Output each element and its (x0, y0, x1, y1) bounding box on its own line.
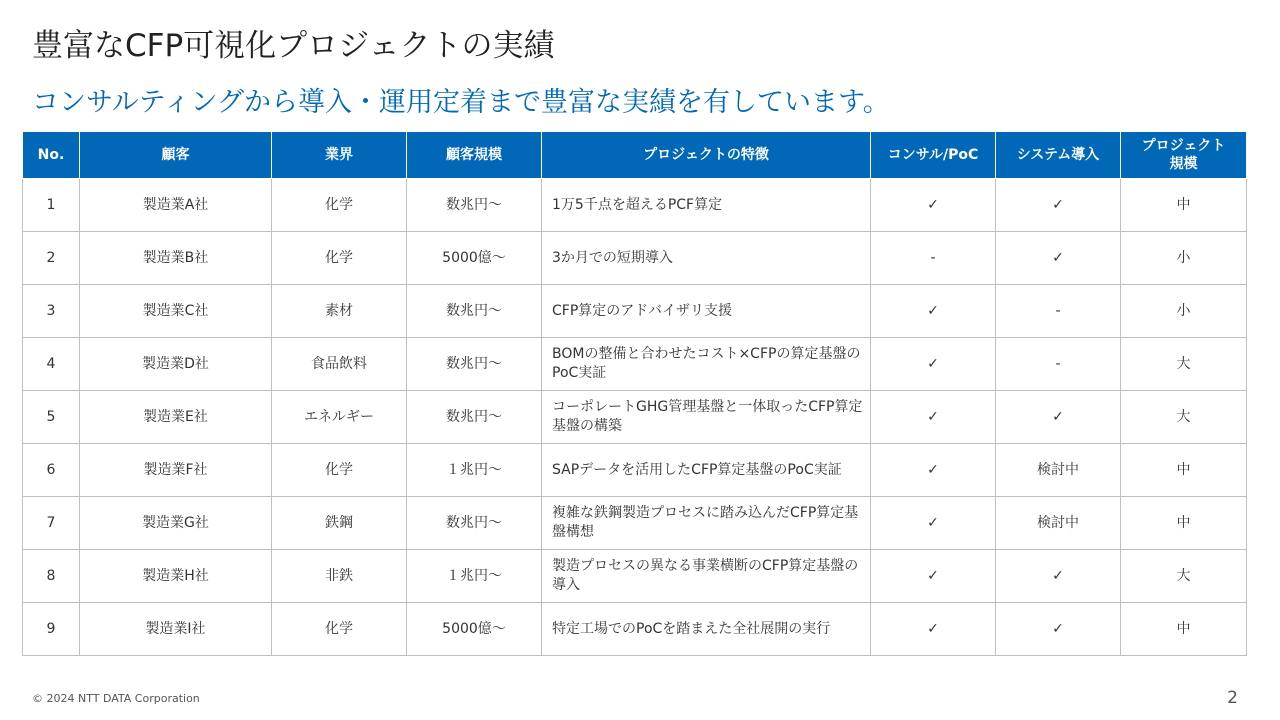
page-title: 豊富なCFP可視化プロジェクトの実績 (32, 28, 555, 64)
cell-no: 9 (23, 603, 80, 656)
cell-project-features: 1万5千点を超えるPCF算定 (542, 179, 871, 232)
cell-project-scale: 小 (1121, 232, 1247, 285)
table-row (23, 338, 1247, 391)
cell-customer-scale: 数兆円～ (407, 391, 542, 444)
cell-no: 3 (23, 285, 80, 338)
cell-customer-scale: １兆円～ (407, 444, 542, 497)
cell-industry: 化学 (272, 444, 407, 497)
header-system-implementation: システム導入 (996, 132, 1121, 179)
cell-consulting-poc: ✓ (871, 550, 996, 603)
cell-project-features: SAPデータを活用したCFP算定基盤のPoC実証 (542, 444, 871, 497)
cell-consulting-poc: ✓ (871, 497, 996, 550)
cell-project-features: CFP算定のアドバイザリ支援 (542, 285, 871, 338)
cell-customer: 製造業C社 (80, 285, 272, 338)
cell-no: 4 (23, 338, 80, 391)
cell-customer-scale: １兆円～ (407, 550, 542, 603)
cell-system-implementation: ✓ (996, 550, 1121, 603)
table-row (23, 497, 1247, 550)
cell-customer-scale: 5000億～ (407, 603, 542, 656)
header-industry: 業界 (272, 132, 407, 179)
cell-project-features: コーポレートGHG管理基盤と一体取ったCFP算定基盤の構築 (542, 391, 871, 444)
cell-customer: 製造業E社 (80, 391, 272, 444)
cell-customer-scale: 数兆円～ (407, 179, 542, 232)
cell-system-implementation: 検討中 (996, 444, 1121, 497)
cell-customer: 製造業H社 (80, 550, 272, 603)
table-row (23, 285, 1247, 338)
cell-project-scale: 大 (1121, 338, 1247, 391)
cell-consulting-poc: - (871, 232, 996, 285)
cell-project-scale: 大 (1121, 391, 1247, 444)
header-no: No. (23, 132, 80, 179)
cell-project-features: 複雑な鉄鋼製造プロセスに踏み込んだCFP算定基盤構想 (542, 497, 871, 550)
cell-customer-scale: 数兆円～ (407, 497, 542, 550)
cell-industry: 素材 (272, 285, 407, 338)
cell-customer: 製造業F社 (80, 444, 272, 497)
project-results-table (22, 131, 1247, 656)
cell-consulting-poc: ✓ (871, 444, 996, 497)
header-project-scale: プロジェクト 規模 (1121, 132, 1247, 179)
cell-industry: 化学 (272, 232, 407, 285)
cell-project-scale: 中 (1121, 179, 1247, 232)
cell-industry: 鉄鋼 (272, 497, 407, 550)
cell-system-implementation: ✓ (996, 603, 1121, 656)
cell-industry: 食品飲料 (272, 338, 407, 391)
header-customer: 顧客 (80, 132, 272, 179)
cell-system-implementation: ✓ (996, 391, 1121, 444)
copyright: © 2024 NTT DATA Corporation (32, 692, 200, 705)
cell-project-scale: 中 (1121, 497, 1247, 550)
cell-no: 7 (23, 497, 80, 550)
cell-industry: エネルギー (272, 391, 407, 444)
cell-system-implementation: - (996, 285, 1121, 338)
cell-project-scale: 中 (1121, 603, 1247, 656)
cell-project-features: 3か月での短期導入 (542, 232, 871, 285)
cell-consulting-poc: ✓ (871, 285, 996, 338)
cell-project-scale: 大 (1121, 550, 1247, 603)
cell-customer-scale: 5000億～ (407, 232, 542, 285)
cell-consulting-poc: ✓ (871, 603, 996, 656)
header-customer-scale: 顧客規模 (407, 132, 542, 179)
cell-consulting-poc: ✓ (871, 338, 996, 391)
header-project-features: プロジェクトの特徴 (542, 132, 871, 179)
table-row (23, 603, 1247, 656)
cell-consulting-poc: ✓ (871, 179, 996, 232)
cell-customer-scale: 数兆円～ (407, 285, 542, 338)
table-row (23, 444, 1247, 497)
table-header-row (23, 132, 1247, 179)
cell-customer: 製造業D社 (80, 338, 272, 391)
cell-consulting-poc: ✓ (871, 391, 996, 444)
table-row (23, 232, 1247, 285)
cell-project-features: 製造プロセスの異なる事業横断のCFP算定基盤の導入 (542, 550, 871, 603)
cell-industry: 化学 (272, 603, 407, 656)
cell-industry: 非鉄 (272, 550, 407, 603)
table-row (23, 550, 1247, 603)
cell-customer: 製造業B社 (80, 232, 272, 285)
table-row (23, 391, 1247, 444)
cell-no: 6 (23, 444, 80, 497)
cell-customer: 製造業I社 (80, 603, 272, 656)
page-number: 2 (1227, 688, 1238, 708)
cell-project-features: 特定工場でのPoCを踏まえた全社展開の実行 (542, 603, 871, 656)
cell-system-implementation: 検討中 (996, 497, 1121, 550)
cell-customer: 製造業G社 (80, 497, 272, 550)
cell-project-scale: 小 (1121, 285, 1247, 338)
header-consulting-poc: コンサル/PoC (871, 132, 996, 179)
page-subtitle: コンサルティングから導入・運用定着まで豊富な実績を有しています。 (32, 87, 890, 118)
cell-system-implementation: ✓ (996, 179, 1121, 232)
cell-system-implementation: - (996, 338, 1121, 391)
cell-no: 2 (23, 232, 80, 285)
cell-customer-scale: 数兆円～ (407, 338, 542, 391)
cell-industry: 化学 (272, 179, 407, 232)
cell-project-features: BOMの整備と合わせたコスト×CFPの算定基盤のPoC実証 (542, 338, 871, 391)
cell-customer: 製造業A社 (80, 179, 272, 232)
cell-no: 1 (23, 179, 80, 232)
cell-project-scale: 中 (1121, 444, 1247, 497)
cell-no: 8 (23, 550, 80, 603)
cell-no: 5 (23, 391, 80, 444)
cell-system-implementation: ✓ (996, 232, 1121, 285)
table-row (23, 179, 1247, 232)
